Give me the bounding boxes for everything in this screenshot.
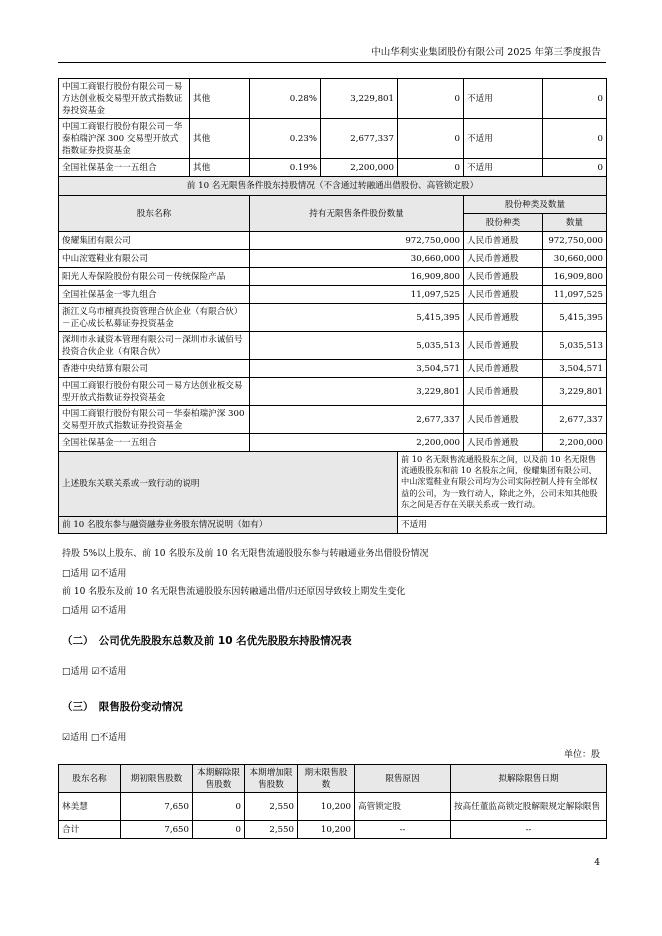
unrestricted-holder-name: 中国工商银行股份有限公司－易方达创业板交易型开放式指数证券投资基金 <box>59 378 250 406</box>
restricted-quantity: 0 <box>398 79 464 119</box>
unrestricted-holder-name: 阳光人寿保险股份有限公司－传统保险产品 <box>59 268 250 286</box>
share-amount: 5,415,395 <box>543 304 607 332</box>
share-amount: 2,677,337 <box>543 406 607 434</box>
unrestricted-row <box>59 304 607 332</box>
start-restricted: 7,650 <box>121 821 193 839</box>
pledged-quantity: 0 <box>543 79 607 119</box>
section3-heading: （三） 限售股份变动情况 <box>62 701 183 713</box>
share-amount: 3,504,571 <box>543 360 607 378</box>
restricted-holder-name: 合计 <box>59 821 121 839</box>
share-type: 人民币普通股 <box>464 378 543 406</box>
restricted-quantity: 0 <box>398 119 464 159</box>
released-shares: 0 <box>193 821 245 839</box>
top-shareholder-row <box>59 119 607 159</box>
pledge-status: 不适用 <box>464 159 543 177</box>
unrestricted-title-row <box>59 177 607 196</box>
share-amount: 972,750,000 <box>543 232 607 250</box>
pledge-status: 不适用 <box>464 79 543 119</box>
unrestricted-row <box>59 332 607 360</box>
page-number: 4 <box>594 858 600 868</box>
unrestricted-row <box>59 406 607 434</box>
col-type-header: 股份种类 <box>464 214 543 232</box>
unrestricted-holder-name: 香港中央结算有限公司 <box>59 360 250 378</box>
relation-row <box>59 452 607 517</box>
unrestricted-header-row <box>59 196 607 214</box>
header-divider <box>58 62 606 63</box>
pledge-status: 不适用 <box>464 119 543 159</box>
share-type: 人民币普通股 <box>464 232 543 250</box>
margin-row <box>59 517 607 534</box>
end-restricted: 10,200 <box>298 793 355 821</box>
restricted-quantity: 0 <box>398 159 464 177</box>
release-date: 按高任董监高锁定股解限规定解除限售 <box>451 793 607 821</box>
unrestricted-holder-qty: 3,229,801 <box>250 378 464 406</box>
restricted-row <box>59 821 607 839</box>
unrestricted-row <box>59 378 607 406</box>
section3-choice: ☑适用 □不适用 <box>62 733 127 743</box>
unrestricted-row <box>59 434 607 452</box>
unrestricted-holder-name: 中山浤霆鞋业有限公司 <box>59 250 250 268</box>
r-col-date: 拟解除限售日期 <box>451 765 607 793</box>
holding-quantity: 2,200,000 <box>321 159 398 177</box>
share-amount: 11,097,525 <box>543 286 607 304</box>
unrestricted-holder-qty: 3,504,571 <box>250 360 464 378</box>
margin-text: 不适用 <box>398 517 607 534</box>
unrestricted-row <box>59 250 607 268</box>
unrestricted-row <box>59 232 607 250</box>
share-type: 人民币普通股 <box>464 304 543 332</box>
share-amount: 3,229,801 <box>543 378 607 406</box>
shareholder-name: 全国社保基金一一五组合 <box>59 159 190 177</box>
unrestricted-holder-qty: 2,677,337 <box>250 406 464 434</box>
unrestricted-row <box>59 268 607 286</box>
note-lending-text: 持股 5%以上股东、前 10 名股东及前 10 名无限售流通股股东参与转融通业务出借股份情况 <box>62 549 429 559</box>
shareholder-nature: 其他 <box>190 159 250 177</box>
share-type: 人民币普通股 <box>464 286 543 304</box>
unrestricted-row <box>59 286 607 304</box>
restricted-header-row <box>59 765 607 793</box>
end-restricted: 10,200 <box>298 821 355 839</box>
pledged-quantity: 0 <box>543 159 607 177</box>
report-header-title: 中山华利实业集团股份有限公司 2025 年第三季度报告 <box>371 47 601 58</box>
unrestricted-holder-name: 俊耀集团有限公司 <box>59 232 250 250</box>
release-date: -- <box>451 821 607 839</box>
unrestricted-holder-name: 深圳市永诚资本管理有限公司－深圳市永诚佰号投资合伙企业（有限合伙） <box>59 332 250 360</box>
added-shares: 2,550 <box>245 821 298 839</box>
share-amount: 5,035,513 <box>543 332 607 360</box>
unrestricted-holder-qty: 11,097,525 <box>250 286 464 304</box>
share-type: 人民币普通股 <box>464 434 543 452</box>
unrestricted-holder-name: 全国社保基金一一五组合 <box>59 434 250 452</box>
shareholder-name: 中国工商银行股份有限公司－易方达创业板交易型开放式指数证券投资基金 <box>59 79 190 119</box>
r-col-name: 股东名称 <box>59 765 121 793</box>
unrestricted-holder-name: 全国社保基金一零九组合 <box>59 286 250 304</box>
share-amount: 2,200,000 <box>543 434 607 452</box>
top-shareholder-row <box>59 79 607 119</box>
unrestricted-holder-qty: 2,200,000 <box>250 434 464 452</box>
shareholder-nature: 其他 <box>190 119 250 159</box>
holding-quantity: 2,677,337 <box>321 119 398 159</box>
shareholders-table <box>58 78 607 534</box>
note-change-text: 前 10 名股东及前 10 名无限售流通股股东因转融通出借/归还原因导致较上期发生变化 <box>62 587 406 597</box>
top-shareholder-row <box>59 159 607 177</box>
unrestricted-holder-name: 中国工商银行股份有限公司－华泰柏瑞沪深 300 交易型开放式指数证券投资基金 <box>59 406 250 434</box>
r-col-start: 期初限售股数 <box>121 765 193 793</box>
r-col-released: 本期解除限售股数 <box>193 765 245 793</box>
share-type: 人民币普通股 <box>464 360 543 378</box>
shareholder-nature: 其他 <box>190 79 250 119</box>
unrestricted-holder-qty: 16,909,800 <box>250 268 464 286</box>
unrestricted-holder-qty: 5,415,395 <box>250 304 464 332</box>
margin-label: 前 10 名股东参与融资融券业务股东情况说明（如有） <box>59 517 398 534</box>
pledged-quantity: 0 <box>543 119 607 159</box>
r-col-reason: 限售原因 <box>355 765 451 793</box>
unrestricted-row <box>59 360 607 378</box>
shareholder-name: 中国工商银行股份有限公司－华泰柏瑞沪深 300 交易型开放式指数证券投资基金 <box>59 119 190 159</box>
restriction-reason: -- <box>355 821 451 839</box>
unrestricted-holder-qty: 5,035,513 <box>250 332 464 360</box>
r-col-added: 本期增加限售股数 <box>245 765 298 793</box>
note-change-choice: □适用 ☑不适用 <box>62 606 127 616</box>
share-amount: 16,909,800 <box>543 268 607 286</box>
holding-ratio: 0.23% <box>250 119 321 159</box>
share-type: 人民币普通股 <box>464 406 543 434</box>
col-qty-header: 持有无限售条件股份数量 <box>250 196 464 232</box>
unit-label: 单位：股 <box>563 750 600 760</box>
note-lending-choice: □适用 ☑不适用 <box>62 569 127 579</box>
unrestricted-holder-name: 浙江义乌市檀真投资管理合伙企业（有限合伙）－正心成长私募证券投资基金 <box>59 304 250 332</box>
start-restricted: 7,650 <box>121 793 193 821</box>
added-shares: 2,550 <box>245 793 298 821</box>
col-name-header: 股东名称 <box>59 196 250 232</box>
share-amount: 30,660,000 <box>543 250 607 268</box>
restricted-holder-name: 林美慧 <box>59 793 121 821</box>
holding-quantity: 3,229,801 <box>321 79 398 119</box>
holding-ratio: 0.28% <box>250 79 321 119</box>
restriction-reason: 高管锁定股 <box>355 793 451 821</box>
share-type: 人民币普通股 <box>464 268 543 286</box>
col-amount-header: 数量 <box>543 214 607 232</box>
unrestricted-title: 前 10 名无限售条件股东持股情况（不含通过转融通出借股份、高管锁定股） <box>59 177 607 196</box>
share-type: 人民币普通股 <box>464 250 543 268</box>
share-type: 人民币普通股 <box>464 332 543 360</box>
relation-text: 前 10 名无限售流通股股东之间，以及前 10 名无限售流通股股东和前 10 名股东之间，俊耀集团有限公司、中山浤霆鞋业有限公司均为公司实际控制人持有全部权益的公司，为一致行动人，除此之外，公司未知其他股东之间是否存在关联关系或一致行动。 <box>398 452 607 517</box>
released-shares: 0 <box>193 793 245 821</box>
unrestricted-holder-qty: 30,660,000 <box>250 250 464 268</box>
holding-ratio: 0.19% <box>250 159 321 177</box>
r-col-end: 期末限售股数 <box>298 765 355 793</box>
relation-label: 上述股东关联关系或一致行动的说明 <box>59 452 398 517</box>
section2-heading: （二） 公司优先股股东总数及前 10 名优先股股东持股情况表 <box>62 635 352 647</box>
restricted-row <box>59 793 607 821</box>
restricted-shares-table <box>58 764 607 839</box>
col-type-group-header: 股份种类及数量 <box>464 196 607 214</box>
section2-choice: □适用 ☑不适用 <box>62 667 127 677</box>
unrestricted-holder-qty: 972,750,000 <box>250 232 464 250</box>
